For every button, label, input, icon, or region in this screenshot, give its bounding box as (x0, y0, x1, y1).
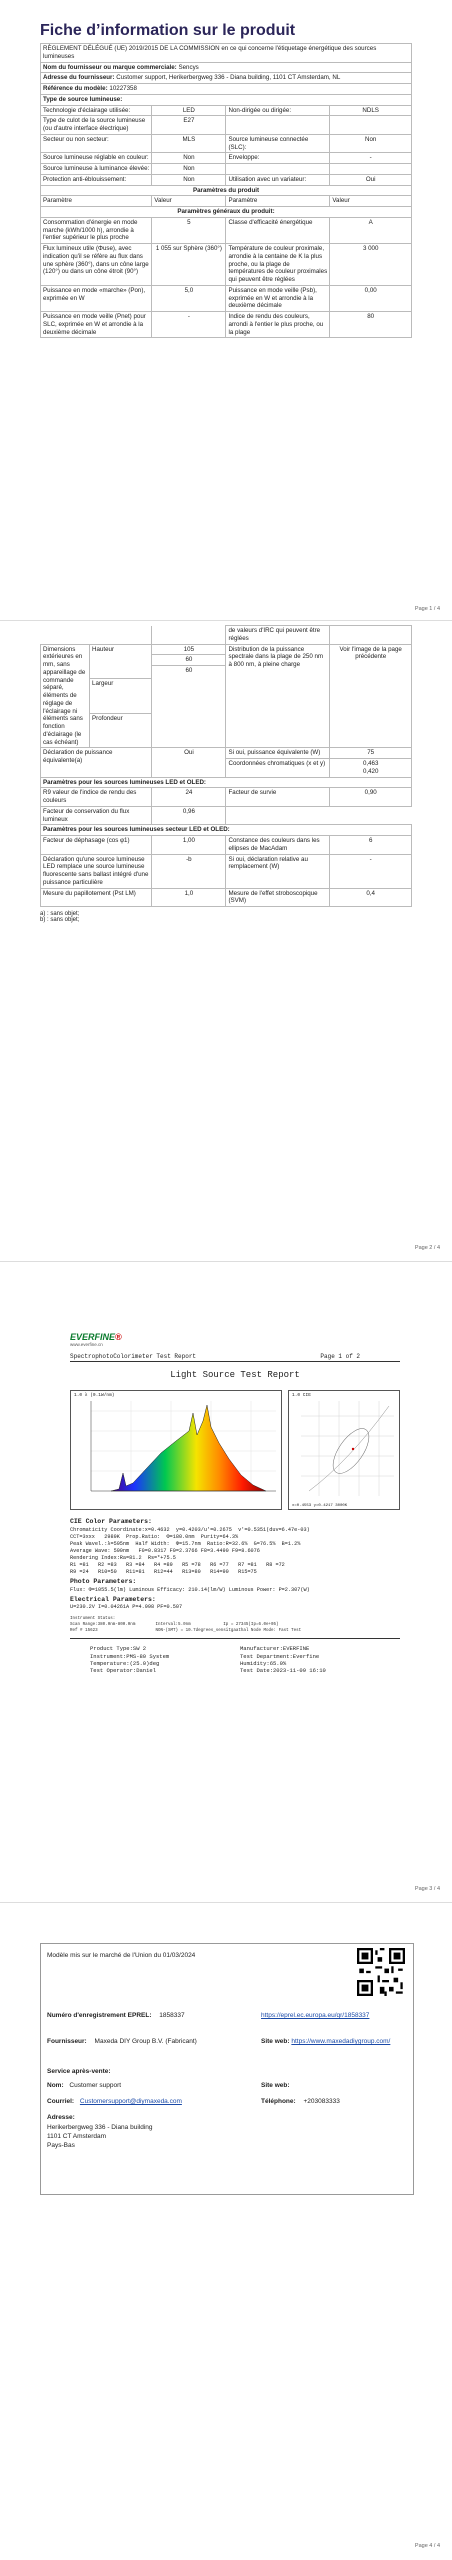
note-b: b) : sans objet; (40, 917, 80, 923)
chroma-label: Coordonnées chromatiques (x et y) (226, 759, 330, 778)
type-row-value-2: NDLS (330, 105, 412, 116)
cos-value: 1,00 (152, 836, 226, 855)
eprel-value: 1858337 (159, 2012, 185, 2019)
survival-label: Facteur de survie (226, 788, 330, 807)
photo-header: Photo Parameters: (70, 1577, 137, 1585)
type-row-label: Source lumineuse réglable en couleur: (41, 153, 152, 164)
type-row-value-2 (330, 116, 412, 135)
supplier-address: Customer support, Herikerbergweg 336 - Diana building, 1101 CT Amsterdam, NL (116, 74, 341, 82)
test-report (70, 1332, 400, 1674)
survival-value: 0,90 (330, 788, 412, 807)
model-ref-label: Référence du modèle: (43, 85, 108, 92)
type-row (41, 174, 412, 185)
type-row-value-2: Non (330, 134, 412, 153)
website-row (261, 2038, 406, 2045)
supplier-name-label: Nom du fournisseur ou marque commerciale: (43, 63, 177, 71)
maint-value: 0,96 (152, 806, 226, 825)
report-info-left: Instrument:PMS-80 System (90, 1652, 170, 1660)
general-row-label: Consommation d'énergie en mode marche (kWh/1000 h), arrondie à l'entier supérieur le plus proche (41, 217, 152, 243)
equiv-label: Déclaration de puissance équivalente(a) (41, 748, 152, 777)
instrument-line: Instrument Status: (70, 1617, 116, 1622)
equiv-power-label: Si oui, puissance équivalente (W) (226, 748, 330, 759)
supplier-name: Sencys (178, 63, 199, 71)
chroma-x: 0,463 (362, 760, 379, 767)
type-row-value: LED (152, 105, 226, 116)
registration-box (40, 1943, 414, 2195)
report-info (90, 1645, 400, 1674)
email-link[interactable]: Customersupport@diymaxeda.com (79, 2098, 182, 2105)
col-value-1: Valeur (152, 196, 226, 207)
cie-lines (70, 1527, 400, 1576)
type-row-value: Non (152, 174, 226, 185)
general-row-label-2: Puissance en mode veille (Psb), exprimée en W et arrondie à la deuxième décimale (226, 285, 330, 311)
macadam-ellipse (326, 1423, 375, 1479)
report-info-row (90, 1660, 400, 1667)
everfine-logo (70, 1332, 400, 1342)
logo-brand: EVERFINE (70, 1332, 116, 1342)
report-info-right: Test Department:Everfine (240, 1652, 320, 1660)
phone-label: Téléphone: (261, 2098, 296, 2105)
page-footer: Page 3 / 4 (414, 1886, 440, 1892)
fluo-power-value: - (330, 854, 412, 888)
dim-cell (41, 644, 152, 748)
maint-label: Facteur de conservation du flux lumineux (41, 806, 152, 825)
general-row-value: 5,0 (152, 285, 226, 311)
general-row-value: 1 055 sur Sphère (360°) (152, 244, 226, 286)
macadam-label: Constance des couleurs dans les ellipses de MacAdam (226, 836, 330, 855)
spectrum-svg (71, 1391, 281, 1509)
general-row-label: Puissance en mode veille (Pnet) pour SLC, exprimée en W et arrondie à la deuxième décimale (41, 312, 152, 338)
cie-line: Peak Wavel.:λ=595nm Half Width: Φ=15.7nm Ratio:R=32.6% G=76.5% B=1.2% (70, 1540, 301, 1547)
page-footer: Page 1 / 4 (414, 606, 440, 612)
general-row (41, 244, 412, 286)
report-info-left: Temperature:(25.0)deg (90, 1659, 160, 1667)
dim-depth: 60 (185, 667, 193, 674)
page-2 (0, 621, 452, 1261)
general-row-value-2: 0,00 (330, 285, 412, 311)
name-row (47, 2082, 121, 2089)
website-link[interactable]: https://www.maxedadiygroup.com/ (291, 2038, 391, 2045)
general-row-value-2: A (330, 217, 412, 243)
chroma-values (330, 759, 412, 778)
type-row-value: Non (152, 153, 226, 164)
col-param-1: Paramètre (41, 196, 152, 207)
logo-sub: www.everfine.cn (70, 1342, 103, 1347)
page-footer: Page 4 / 4 (414, 2543, 440, 2549)
dim-values (152, 644, 226, 748)
info-table (40, 43, 412, 338)
fluo-power-label: Si oui, déclaration relative au remplacement (W) (226, 854, 330, 888)
product-sheet (40, 22, 412, 338)
type-row-value-2 (330, 164, 412, 175)
flicker-label: Mesure du papillotement (Pst LM) (41, 888, 152, 907)
type-row-label: Secteur ou non secteur: (41, 134, 152, 153)
type-row-value-2: Oui (330, 174, 412, 185)
cie-line: Rendering Index:Ra=81.2 Rs=*+75.5 (70, 1554, 176, 1561)
instrument-line: Ref # 15623 NON-(SMT) = 10.7degrees_sensitgaathal Node Mode: Fast Test (70, 1628, 302, 1633)
led-oled-label: Paramètres pour les sources lumineuses LED et OLED: (41, 777, 412, 788)
report-info-left: Product Type:SW 2 (90, 1645, 147, 1653)
report-title: Light Source Test Report (170, 1370, 300, 1380)
col-param-2: Paramètre (226, 196, 330, 207)
strobo-value: 0,4 (330, 888, 412, 907)
cie-header: CIE Color Parameters: (70, 1518, 152, 1525)
cie-line: Average Wave: 590nm F0=0.8317 F0=2.3766 F8=3.4490 F9=8.6076 (70, 1547, 260, 1554)
dim-height: 105 (152, 645, 225, 656)
eprel-label: Numéro d'enregistrement EPREL: (47, 2012, 152, 2019)
supplier-name-row (41, 62, 412, 73)
type-row-label-2: Source lumineuse connectée (SLC): (226, 134, 330, 153)
col-value-2: Valeur (330, 196, 412, 207)
cie-line: R9 =24 R10=50 R11=81 R12=44 R13=80 R14=90 R15=75 (70, 1568, 257, 1575)
page-footer: Page 2 / 4 (414, 1245, 440, 1251)
website-label: Site web: (261, 2038, 290, 2045)
address-line: Pays-Bas (47, 2141, 75, 2149)
general-row-value-2: 3 000 (330, 244, 412, 286)
cie-line: R1 =81 R2 =83 R3 =84 R4 =89 R5 =78 R6 =77 R7 =81 R8 =72 (70, 1561, 285, 1568)
type-row-value: E27 (152, 116, 226, 135)
cie-params (70, 1518, 400, 1634)
cie-line: Chromaticity Coordinate:x=0.4632 y=0.4203/u'=0.2675 v'=0.5351(duv=6.47e-03) (70, 1526, 310, 1533)
email-label: Courriel: (47, 2098, 75, 2105)
spectral-label: Distribution de la puissance spectrale dans la plage de 250 nm à 800 nm, à pleine charge (226, 644, 330, 748)
model-ref: 10227358 (109, 85, 137, 92)
equiv-value: Oui (152, 748, 226, 777)
regulation-text: RÈGLEMENT DÉLÉGUÉ (UE) 2019/2015 DE LA COMMISSION en ce qui concerne l'étiquetage énergétique des sources lumineuses (41, 44, 412, 63)
general-row-label-2: Température de couleur proximale, arrondie à la centaine de K la plus proche, ou la plage de températures de couleur proximales qui peuvent être réglées (226, 244, 330, 286)
page-4 (0, 1903, 452, 2560)
equiv-power-value: 75 (330, 748, 412, 759)
type-row-label-2: Non-dirigée ou dirigée: (226, 105, 330, 116)
product-sheet-continued (40, 625, 412, 923)
photo-line: Flux: Φ=1055.5(lm) Luminous Efficacy: 210.14(lm/W) Luminous Power: P=2.307(W) (70, 1586, 310, 1593)
cri-continued: de valeurs d'IRC qui peuvent être réglées (226, 626, 330, 645)
dim-label: Dimensions extérieures en mm, sans appareillage de commande séparé, éléments de réglage de l'éclairage ni éléments sans fonction d'éclairage (le cas échéant) (41, 645, 90, 748)
spectral-value: Voir l'image de la page précédente (330, 644, 412, 748)
report-info-right: Manufacturer:EVERFINE (240, 1645, 310, 1653)
macadam-value: 6 (330, 836, 412, 855)
flicker-value: 1,0 (152, 888, 226, 907)
page-1 (0, 0, 452, 620)
supplier-label: Fournisseur: (47, 2038, 87, 2045)
market-label: Modèle mis sur le marché de l'Union du 01/03/2024 (47, 1952, 196, 1959)
type-row-label-2 (226, 116, 330, 135)
source-type-label: Type de source lumineuse: (41, 94, 412, 105)
general-row (41, 285, 412, 311)
logo-underline-icon: ® (115, 1332, 122, 1342)
general-row-label-2: Indice de rendu des couleurs, arrondi à l'entier le plus proche, ou la plage (226, 312, 330, 338)
eprel-link[interactable]: https://eprel.ec.europa.eu/qr/1858337 (261, 2012, 370, 2019)
dim-depth-label: Profondeur (92, 715, 123, 723)
email-row (47, 2098, 182, 2105)
fluo-label: Déclaration qu'une source lumineuse LED remplace une source lumineuse fluorescente sans ballast intégré d'une puissance particulière (41, 854, 152, 888)
r9-label: R9 valeur de l'indice de rendu des couleurs (41, 788, 152, 807)
type-row-label-2 (226, 164, 330, 175)
type-row-value: MLS (152, 134, 226, 153)
dim-width: 60 (152, 655, 225, 666)
general-row-value: - (152, 312, 226, 338)
strobo-label: Mesure de l'effet stroboscopique (SVM) (226, 888, 330, 907)
general-row (41, 217, 412, 243)
general-row-value-2: 80 (330, 312, 412, 338)
cie-line: CCT=3xxx 2989K Prop.Ratio: Φ=180.0nm Purity=64.3% (70, 1533, 239, 1540)
elec-header: Electrical Parameters: (70, 1595, 156, 1603)
params-product-label: Paramètres du produit (41, 185, 412, 196)
report-info-left: Test Operator:Daniel (90, 1666, 157, 1674)
cie-point (352, 1448, 354, 1450)
supplier-address-label: Adresse du fournisseur: (43, 74, 115, 82)
aftersales-label: Service après-vente: (47, 2068, 111, 2075)
general-row-label-2: Classe d'efficacité énergétique (226, 217, 330, 243)
eprel-row (47, 2012, 185, 2019)
report-info-row (90, 1653, 400, 1660)
fluo-value: -b (152, 854, 226, 888)
general-row-label: Flux lumineux utile (Φuse), avec indication qu'il se réfère au flux dans une sphère (360°), dans un cône large (120°) ou dans un cône étroit (90°) (41, 244, 152, 286)
supplier-row (47, 2038, 197, 2045)
instrument-lines (70, 1617, 400, 1634)
general-row-value: 5 (152, 217, 226, 243)
report-info-row (90, 1667, 400, 1674)
report-info-row (90, 1645, 400, 1652)
type-row-label: Technologie d'éclairage utilisée: (41, 105, 152, 116)
name-value: Customer support (69, 2082, 122, 2089)
cos-label: Facteur de déphasage (cos φ1) (41, 836, 152, 855)
model-ref-row (41, 84, 412, 95)
dim-width-label: Largeur (90, 678, 152, 713)
instrument-line: Scan Range:380.0nm-800.0nm Interval:5.0nm Ip = 27345(Ip=6.0e+05) (70, 1623, 279, 1628)
dim-height-label: Hauteur (90, 645, 152, 679)
type-row (41, 105, 412, 116)
elec-line: U=230.2V I=0.04261A P=4.998 PF=0.507 (70, 1604, 183, 1611)
planckian-locus (309, 1406, 389, 1491)
type-row (41, 116, 412, 135)
type-row-label-2: Utilisation avec un variateur: (226, 174, 330, 185)
report-info-right: Humidity:65.0% (240, 1659, 287, 1667)
supplier-value: Maxeda DIY Group B.V. (Fabricant) (94, 2038, 197, 2045)
page-title: Fiche d’information sur le produit (40, 22, 296, 39)
type-row-label: Source lumineuse à luminance élevée: (41, 164, 152, 175)
type-row-value: Non (152, 164, 226, 175)
type-row-label: Type de culot de la source lumineuse (ou d'autre interface électrique) (41, 116, 152, 135)
spectrum-curve (111, 1405, 266, 1491)
type-row-value-2: - (330, 153, 412, 164)
spectrum-chart (70, 1390, 282, 1510)
params-table-2 (40, 625, 412, 907)
general-row (41, 312, 412, 338)
cie-caption: x=0.4553 y=0.4217 3000K (292, 1504, 348, 1508)
type-row-label-2: Enveloppe: (226, 153, 330, 164)
qr-code-icon[interactable] (357, 1948, 405, 1996)
r9-value: 24 (152, 788, 226, 807)
name-label: Nom: (47, 2082, 64, 2089)
type-row (41, 134, 412, 153)
cie-chart (288, 1390, 400, 1510)
general-params-label: Paramètres généraux du produit: (41, 207, 412, 218)
type-row-label: Protection anti-éblouissement: (41, 174, 152, 185)
report-page: Page 1 of 2 (320, 1353, 360, 1360)
mains-label: Paramètres pour les sources lumineuses secteur LED et OLED: (41, 825, 412, 836)
phone-value: +203083333 (303, 2098, 340, 2105)
type-row (41, 153, 412, 164)
supplier-address-row (41, 73, 412, 84)
spectrum-label: 1.0 λ (0.1W/nm) (74, 1393, 115, 1398)
note-a: a) : sans objet; (40, 911, 80, 917)
report-info-right: Test Date:2023-11-09 16:10 (240, 1666, 326, 1674)
address-label: Adresse: (47, 2114, 75, 2121)
report-header-row (70, 1353, 400, 1362)
cie-svg (289, 1391, 399, 1509)
address-lines (47, 2124, 153, 2150)
charts-row (70, 1390, 400, 1510)
chroma-y: 0,420 (362, 767, 379, 775)
report-header: SpectrophotoColorimeter Test Report (70, 1353, 197, 1360)
cie-label: 1.0 CIE (292, 1393, 311, 1398)
page-3 (0, 1262, 452, 1902)
phone-row (261, 2098, 340, 2105)
type-row (41, 164, 412, 175)
general-row-label: Puissance en mode «marche» (Pon), exprimée en W (41, 285, 152, 311)
address-line: Herikerbergweg 336 - Diana building (47, 2124, 153, 2131)
address-line: 1101 CT Amsterdam (47, 2132, 107, 2140)
site-label-2: Site web: (261, 2082, 290, 2089)
